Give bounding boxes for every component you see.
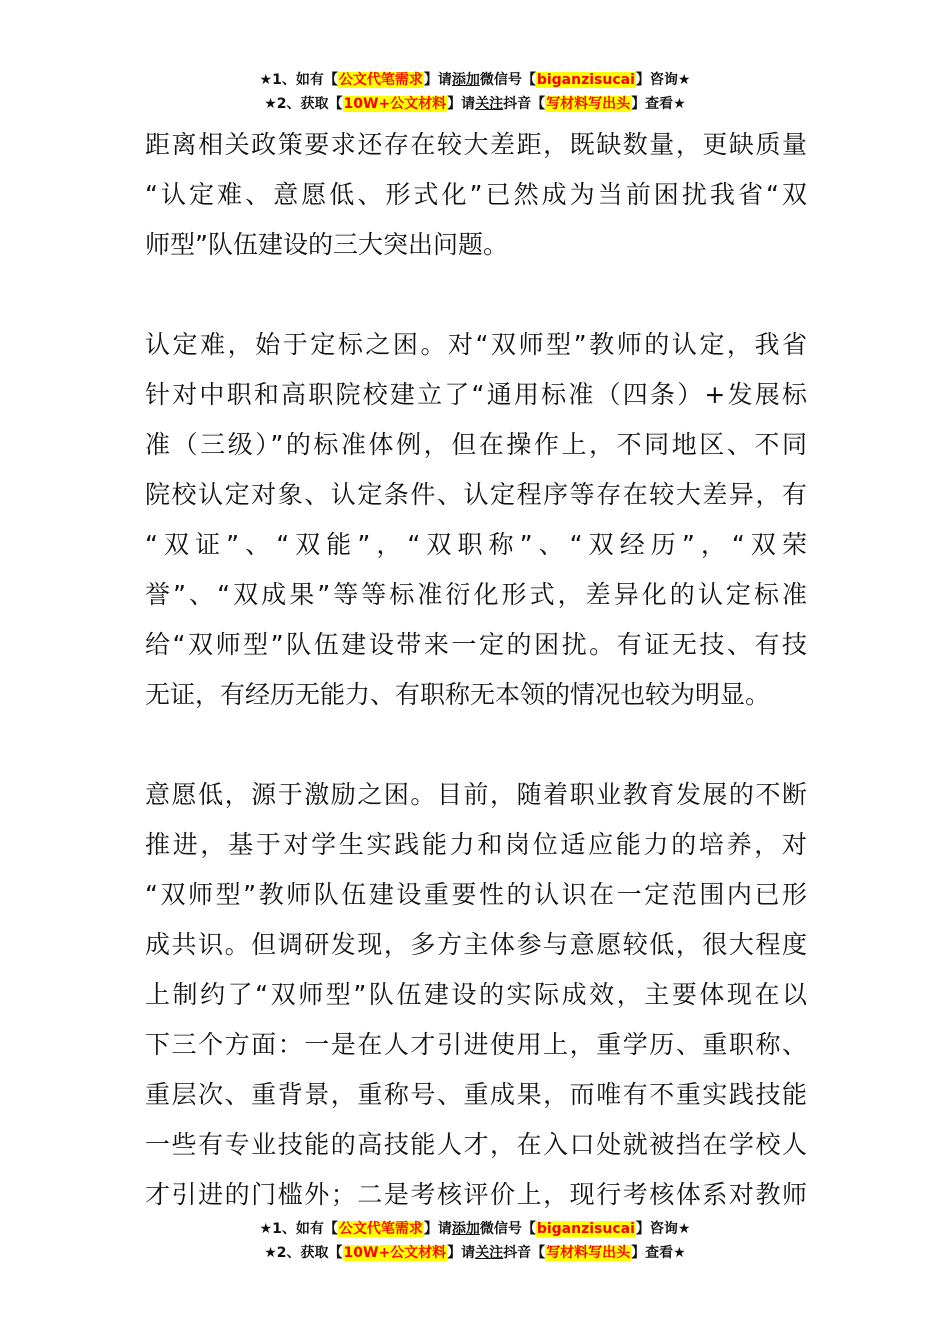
banner-highlight: 10W+公文材料 xyxy=(343,96,447,112)
text-line: 成共识。但调研发现，多方主体参与意愿较低，很大程度 xyxy=(145,930,807,959)
banner-row-2 xyxy=(0,92,950,116)
banner-underline: 关注 xyxy=(475,1245,504,1261)
text-line: 下三个方面：一是在人才引进使用上，重学历、重职称、 xyxy=(145,1030,807,1059)
banner-text: ★2、获取【 xyxy=(264,96,343,112)
wechat-id-highlight: biganzisucai xyxy=(536,1221,635,1237)
text-line: 才引进的门槛外；二是考核评价上，现行考核体系对教师 xyxy=(145,1180,807,1209)
header-banner xyxy=(0,68,950,116)
footer-banner xyxy=(0,1217,950,1265)
paragraph xyxy=(145,120,807,270)
banner-underline: 添加 xyxy=(451,72,480,88)
text-line: 一些有专业技能的高技能人才，在入口处就被挡在学校人 xyxy=(145,1130,807,1159)
text-line: 意愿低，源于激励之困。目前，随着职业教育发展的不断 xyxy=(145,780,807,809)
banner-text: 】咨询★ xyxy=(635,1221,691,1237)
douyin-id-highlight: 写材料写出头 xyxy=(546,1245,631,1261)
banner-underline: 添加 xyxy=(451,1221,480,1237)
banner-text: 】请 xyxy=(423,1221,452,1237)
text-line: 上制约了“双师型”队伍建设的实际成效，主要体现在以 xyxy=(145,980,807,1009)
banner-text: 微信号【 xyxy=(479,72,536,88)
text-line: 距离相关政策要求还存在较大差距，既缺数量，更缺质量 xyxy=(145,130,807,159)
banner-text: ★2、获取【 xyxy=(264,1245,343,1261)
banner-text: 】请 xyxy=(447,96,476,112)
banner-highlight: 公文代笔需求 xyxy=(338,72,423,88)
wechat-id-highlight: biganzisucai xyxy=(536,72,635,88)
paragraph xyxy=(145,770,807,1220)
paragraph xyxy=(145,320,807,720)
banner-text: 】咨询★ xyxy=(635,72,691,88)
banner-text: 】请 xyxy=(423,72,452,88)
banner-row-1 xyxy=(0,1217,950,1241)
banner-highlight: 公文代笔需求 xyxy=(338,1221,423,1237)
banner-row-2 xyxy=(0,1241,950,1265)
banner-highlight: 10W+公文材料 xyxy=(343,1245,447,1261)
text-line: 准（三级）”的标准体例，但在操作上，不同地区、不同 xyxy=(145,430,807,459)
text-line: 针对中职和高职院校建立了“通用标准（四条）+发展标 xyxy=(145,380,807,409)
document-body xyxy=(145,120,807,1220)
text-line: 无证，有经历无能力、有职称无本领的情况也较为明显。 xyxy=(145,680,771,709)
text-line: 院校认定对象、认定条件、认定程序等存在较大差异，有 xyxy=(145,480,807,509)
text-line: “双师型”教师队伍建设重要性的认识在一定范围内已形 xyxy=(145,880,807,909)
banner-row-1 xyxy=(0,68,950,92)
text-line: 认定难，始于定标之困。对“双师型”教师的认定，我省 xyxy=(145,330,807,359)
banner-text: 】查看★ xyxy=(631,1245,686,1261)
banner-text: 】请 xyxy=(447,1245,476,1261)
text-line: 师型”队伍建设的三大突出问题。 xyxy=(145,230,508,259)
banner-text: 抖音【 xyxy=(503,1245,546,1261)
banner-text: 】查看★ xyxy=(631,96,686,112)
banner-text: 抖音【 xyxy=(503,96,546,112)
text-line: 推进，基于对学生实践能力和岗位适应能力的培养，对 xyxy=(145,830,807,859)
banner-text: ★1、如有【 xyxy=(259,1221,338,1237)
text-line: 给“双师型”队伍建设带来一定的困扰。有证无技、有技 xyxy=(145,630,807,659)
text-line: 誉”、“双成果”等等标准衍化形式，差异化的认定标准 xyxy=(145,580,807,609)
text-line: “认定难、意愿低、形式化”已然成为当前困扰我省“双 xyxy=(145,180,807,209)
paragraph-gap xyxy=(145,720,807,770)
text-line: 重层次、重背景，重称号、重成果，而唯有不重实践技能 xyxy=(145,1080,807,1109)
banner-text: ★1、如有【 xyxy=(259,72,338,88)
paragraph-gap xyxy=(145,270,807,320)
douyin-id-highlight: 写材料写出头 xyxy=(546,96,631,112)
banner-text: 微信号【 xyxy=(479,1221,536,1237)
banner-underline: 关注 xyxy=(475,96,504,112)
text-line: “双证”、“双能”，“双职称”、“双经历”，“双荣 xyxy=(145,530,807,559)
